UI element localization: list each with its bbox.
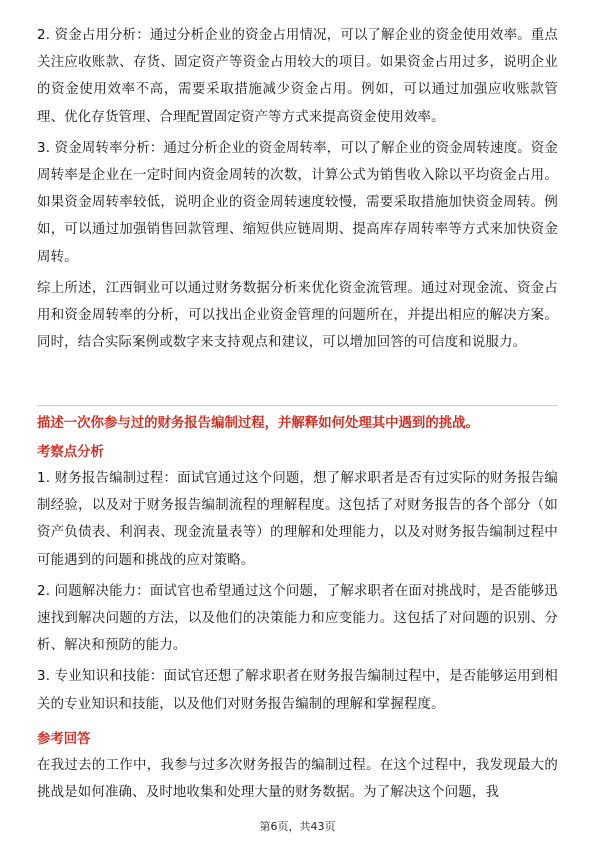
analysis-section <box>37 441 558 806</box>
top-section <box>37 22 558 356</box>
analysis-heading: 考察点分析 <box>37 445 104 460</box>
answer-heading: 参考回答 <box>37 731 91 747</box>
paragraph-capital-turnover: 3. 资金周转率分析：通过分析企业的资金周转率，可以了解企业的资金周转速度。资金周转率是企业在一定时间内资金周转的次数，计算公式为销售收入除以平均资金占用。如果资金周转率较低，说明企业的资金周转速度较慢，需要采取措施加快资金周转。例如，可以通过加强销售回款管理、缩短供应链周期、提高库存周转率等方式来加快资金周转。 <box>37 140 558 265</box>
section-divider <box>37 405 558 406</box>
interview-question: 描述一次你参与过的财务报告编制过程，并解释如何处理其中遇到的挑战。 <box>37 416 479 431</box>
analysis-point-3: 3. 专业知识和技能：面试官还想了解求职者在财务报告编制过程中，是否能够运用到相关的专业知识和技能，以及他们对财务报告编制的理解和掌握程度。 <box>37 669 558 712</box>
paragraph-capital-occupation: 2. 资金占用分析：通过分析企业的资金占用情况，可以了解企业的资金使用效率。重点关注应收账款、存货、固定资产等资金占用较大的项目。如果资金占用过多，说明企业的资金使用效率不高，需要采取措施减少资金占用。例如，可以通过加强应收账款管理、优化存货管理、合理配置固定资产等方式来提高资金使用效率。 <box>37 28 558 125</box>
analysis-point-1: 1. 财务报告编制过程：面试官通过这个问题，想了解求职者是否有过实际的财务报告编制经验，以及对于财务报告编制流程的理解程度。这包括了对财务报告的各个部分（如资产负债表、利润表、现金流量表等）的理解和处理能力，以及对财务报告编制过程中可能遇到的问题和挑战的应对策略。 <box>37 471 558 568</box>
paragraph-summary: 综上所述，江西铜业可以通过财务数据分析来优化资金流管理。通过对现金流、资金占用和资金周转率的分析，可以找出企业资金管理的问题所在，并提出相应的解决方案。同时，结合实际案例或数字来支持观点和建议，可以增加回答的可信度和说服力。 <box>37 280 558 351</box>
page-number: 第6页，共43页 <box>259 820 336 833</box>
analysis-point-2: 2. 问题解决能力：面试官也希望通过这个问题，了解求职者在面对挑战时，是否能够迅速找到解决问题的方法，以及他们的决策能力和应变能力。这包括了对问题的识别、分析、解决和预防的能力。 <box>37 583 558 654</box>
answer-paragraph: 在我过去的工作中，我参与过多次财务报告的编制过程。在这个过程中，我发现最大的挑战是如何准确、及时地收集和处理大量的财务数据。为了解决这个问题，我 <box>37 757 558 801</box>
